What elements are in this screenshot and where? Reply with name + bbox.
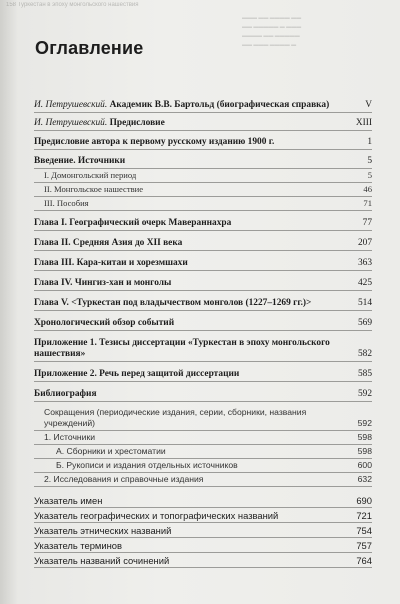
toc-page: V <box>365 100 372 110</box>
toc-subentry <box>34 460 372 473</box>
toc-title: 1. Источники <box>44 432 96 442</box>
toc-page: 425 <box>357 278 372 288</box>
toc-page: 5 <box>367 170 372 180</box>
toc-author: И. Петрушевский. <box>34 118 108 128</box>
toc-title: II. Монгольское нашествие <box>44 184 144 194</box>
toc-page: 598 <box>357 432 372 442</box>
toc-title: Академик В.В. Бартольд (биографическая справка) <box>109 100 330 110</box>
toc-entry <box>34 510 372 523</box>
toc-page: 585 <box>357 369 372 379</box>
toc-entry <box>34 118 372 131</box>
toc-title: Глава IV. Чингиз-хан и монголы <box>34 278 172 288</box>
toc-subentry <box>34 446 372 459</box>
toc-subentry <box>34 474 372 487</box>
toc-title: Библиография <box>34 389 97 399</box>
toc-title: Предисловие <box>109 118 165 128</box>
toc-entry <box>34 156 372 169</box>
toc-subentry <box>34 184 372 197</box>
toc-page: 600 <box>357 460 372 470</box>
toc-page: XIII <box>355 118 372 128</box>
toc-title: Указатель имен <box>34 495 103 506</box>
toc-title: Б. Рукописи и издания отдельных источников <box>56 460 238 470</box>
show-through-text: ▬▬▬ ▬▬ ▬▬▬▬ ▬▬ ▬▬ ▬▬▬▬▬ ▬ ▬▬▬ ▬▬▬▬ ▬▬ ▬▬▬▬▬ ▬▬ ▬▬▬ ▬▬▬▬ ▬ <box>242 15 302 48</box>
toc-title: Глава I. Географический очерк Мавераннахра <box>34 218 232 228</box>
toc-entry <box>34 338 372 362</box>
toc-title: А. Сборники и хрестоматии <box>56 446 166 456</box>
toc-title: Хронологический обзор событий <box>34 318 175 328</box>
toc-entry <box>34 389 372 402</box>
toc-page: 754 <box>356 525 372 536</box>
toc-entry <box>34 298 372 311</box>
toc-page: 592 <box>357 389 372 399</box>
toc-entry <box>34 525 372 538</box>
toc-title: I. Домонгольский период <box>44 170 137 180</box>
toc-page: 582 <box>357 349 372 359</box>
toc-title: Глава V. <Туркестан под владычеством монголов (1227–1269 гг.)> <box>34 298 312 308</box>
toc-page: 757 <box>356 540 372 551</box>
toc-entry <box>34 137 372 150</box>
toc-title: Указатель терминов <box>34 540 122 551</box>
toc-title: III. Пособия <box>44 198 89 208</box>
toc-page: 5 <box>367 156 372 166</box>
toc-title: Введение. Источники <box>34 156 126 166</box>
toc-page: 46 <box>363 184 372 194</box>
toc-page: 363 <box>357 258 372 268</box>
toc-title: Предисловие автора к первому русскому изданию 1900 г. <box>34 137 275 147</box>
toc-page: 764 <box>356 555 372 566</box>
toc-page: 514 <box>357 298 372 308</box>
toc-entry <box>34 555 372 568</box>
toc-page: 77 <box>362 218 372 228</box>
toc-page: 721 <box>356 510 372 521</box>
toc-author: И. Петрушевский. <box>34 100 108 110</box>
toc-entry <box>34 238 372 251</box>
toc-title: Глава II. Средняя Азия до XII века <box>34 238 183 248</box>
toc-title: Глава III. Кара-китаи и хорезмшахи <box>34 258 188 268</box>
toc-entry <box>34 100 372 113</box>
toc-entry <box>34 540 372 553</box>
toc-subentry <box>34 407 372 431</box>
toc-subentry <box>34 432 372 445</box>
toc-page: 71 <box>363 198 372 208</box>
toc-subentry <box>34 198 372 211</box>
toc-title: Приложение 1. Тезисы диссертации «Туркестан в эпоху монгольского нашествия» <box>34 338 330 359</box>
toc-title: Указатель этнических названий <box>34 525 172 536</box>
toc-title: Указатель географических и топографических названий <box>34 510 279 521</box>
page-title: Оглавление <box>35 38 144 58</box>
toc-page: 569 <box>357 318 372 328</box>
toc-page: 207 <box>357 238 372 248</box>
toc-page: 690 <box>356 495 372 506</box>
show-through-header: 158 Туркестан в эпоху монгольского нашествия <box>6 2 139 8</box>
toc-entry <box>34 258 372 271</box>
toc-title: Сокращения (периодические издания, серии, сборники, названия учреждений) <box>44 407 307 428</box>
toc-entry <box>34 278 372 291</box>
toc-page: 1 <box>367 137 372 147</box>
toc-page: 592 <box>357 418 372 428</box>
toc-entry <box>34 318 372 331</box>
toc-subentry <box>34 170 372 183</box>
toc-entry <box>34 218 372 231</box>
toc-title: Указатель названий сочинений <box>34 555 170 566</box>
toc-entry <box>34 369 372 382</box>
toc-page: 598 <box>357 446 372 456</box>
toc-title: Приложение 2. Речь перед защитой диссертации <box>34 369 240 379</box>
toc-entry <box>34 495 372 508</box>
table-of-contents <box>34 100 372 568</box>
toc-title: 2. Исследования и справочные издания <box>44 474 204 484</box>
toc-page: 632 <box>357 474 372 484</box>
